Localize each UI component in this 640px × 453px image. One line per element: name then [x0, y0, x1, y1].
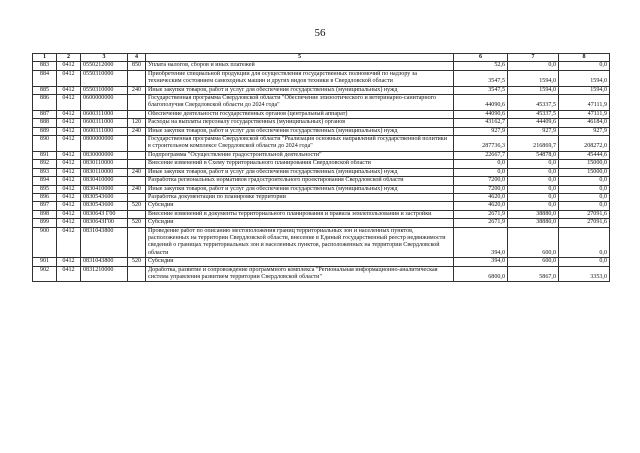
- amount-cell: 0,0: [508, 185, 559, 193]
- table-row: [33, 258, 610, 266]
- row-number-cell: 895: [33, 185, 57, 193]
- target-article-cell: 0800000000: [81, 136, 128, 152]
- table-row: [33, 219, 610, 227]
- amount-cell: 47111,9: [559, 95, 610, 111]
- amount-cell: 3353,0: [559, 266, 610, 282]
- target-article-cell: 0600311000: [81, 119, 128, 127]
- column-header: 4: [128, 54, 146, 62]
- amount-cell: 1594,0: [508, 86, 559, 94]
- section-code-cell: 0412: [57, 119, 81, 127]
- section-code-cell: 0412: [57, 160, 81, 168]
- table-row: [33, 127, 610, 135]
- budget-table: [32, 53, 610, 282]
- amount-cell: 600,0: [508, 258, 559, 266]
- section-code-cell: 0412: [57, 70, 81, 86]
- expense-type-cell: [128, 193, 146, 201]
- amount-cell: 927,9: [559, 127, 610, 135]
- description-cell: Доработка, развитие и сопровождение программного комплекса "Региональная информационно-аналитическая система управления развитием территории Свердловской области": [146, 266, 454, 282]
- section-code-cell: 0412: [57, 168, 81, 176]
- table-row: [33, 70, 610, 86]
- table-row: [33, 185, 610, 193]
- expense-type-cell: 240: [128, 86, 146, 94]
- description-cell: Иные закупки товаров, работ и услуг для обеспечения государственных (муниципальных) нужд: [146, 185, 454, 193]
- row-number-cell: 888: [33, 119, 57, 127]
- section-code-cell: 0412: [57, 136, 81, 152]
- expense-type-cell: 240: [128, 127, 146, 135]
- amount-cell: 47111,9: [559, 110, 610, 118]
- amount-cell: 52,6: [454, 62, 508, 70]
- section-code-cell: 0412: [57, 193, 81, 201]
- row-number-cell: 898: [33, 210, 57, 218]
- amount-cell: 6800,0: [454, 266, 508, 282]
- row-number-cell: 886: [33, 95, 57, 111]
- target-article-cell: 0830410000: [81, 185, 128, 193]
- amount-cell: 1594,0: [559, 86, 610, 94]
- target-article-cell: 083064З Г00: [81, 210, 128, 218]
- target-article-cell: 0550310000: [81, 70, 128, 86]
- expense-type-cell: [128, 227, 146, 258]
- amount-cell: 44090,6: [454, 110, 508, 118]
- amount-cell: 2671,9: [454, 210, 508, 218]
- amount-cell: 27091,6: [559, 219, 610, 227]
- amount-cell: 3547,5: [454, 86, 508, 94]
- table-row: [33, 95, 610, 111]
- expense-type-cell: [128, 160, 146, 168]
- table-row: [33, 193, 610, 201]
- target-article-cell: 0550310000: [81, 86, 128, 94]
- row-number-cell: 900: [33, 227, 57, 258]
- column-header: 6: [454, 54, 508, 62]
- amount-cell: 0,0: [508, 177, 559, 185]
- amount-cell: 46184,0: [559, 119, 610, 127]
- description-cell: Разработка документации по планировке территории: [146, 193, 454, 201]
- section-code-cell: 0412: [57, 86, 81, 94]
- description-cell: Иные закупки товаров, работ и услуг для обеспечения государственных (муниципальных) нужд: [146, 168, 454, 176]
- amount-cell: 45337,5: [508, 95, 559, 111]
- description-cell: Субсидии: [146, 219, 454, 227]
- amount-cell: 38880,0: [508, 210, 559, 218]
- amount-cell: 0,0: [559, 62, 610, 70]
- amount-cell: 208272,0: [559, 136, 610, 152]
- expense-type-cell: 120: [128, 119, 146, 127]
- expense-type-cell: [128, 95, 146, 111]
- amount-cell: 4620,0: [454, 193, 508, 201]
- expense-type-cell: 520: [128, 258, 146, 266]
- amount-cell: 0,0: [559, 177, 610, 185]
- amount-cell: 38880,0: [508, 219, 559, 227]
- section-code-cell: 0412: [57, 266, 81, 282]
- expense-type-cell: [128, 136, 146, 152]
- amount-cell: 0,0: [508, 193, 559, 201]
- amount-cell: 45337,5: [508, 110, 559, 118]
- table-row: [33, 177, 610, 185]
- description-cell: Внесение изменений в документы территориального планирования и правила землепользования и застройки: [146, 210, 454, 218]
- row-number-cell: 902: [33, 266, 57, 282]
- table-row: [33, 210, 610, 218]
- description-cell: Подпрограмма "Осуществление градостроительной деятельности": [146, 151, 454, 159]
- table-row: [33, 202, 610, 210]
- target-article-cell: 0830543600: [81, 202, 128, 210]
- target-article-cell: 0600311000: [81, 127, 128, 135]
- expense-type-cell: 850: [128, 62, 146, 70]
- description-cell: Субсидии: [146, 202, 454, 210]
- table-row: [33, 266, 610, 282]
- target-article-cell: 0830110000: [81, 168, 128, 176]
- section-code-cell: 0412: [57, 258, 81, 266]
- section-code-cell: 0412: [57, 177, 81, 185]
- target-article-cell: 0831210000: [81, 266, 128, 282]
- amount-cell: 0,0: [559, 202, 610, 210]
- amount-cell: 394,0: [454, 227, 508, 258]
- expense-type-cell: [128, 177, 146, 185]
- column-header: 2: [57, 54, 81, 62]
- amount-cell: 0,0: [559, 185, 610, 193]
- section-code-cell: 0412: [57, 185, 81, 193]
- amount-cell: 45444,6: [559, 151, 610, 159]
- amount-cell: 15000,0: [559, 168, 610, 176]
- row-number-cell: 889: [33, 127, 57, 135]
- amount-cell: 15000,0: [559, 160, 610, 168]
- target-article-cell: 083064ЗГ00: [81, 219, 128, 227]
- amount-cell: 7200,0: [454, 177, 508, 185]
- amount-cell: 2671,9: [454, 219, 508, 227]
- amount-cell: 0,0: [454, 168, 508, 176]
- amount-cell: 4620,0: [454, 202, 508, 210]
- row-number-cell: 897: [33, 202, 57, 210]
- description-cell: Внесение изменений в Схему территориального планирования Свердловской области: [146, 160, 454, 168]
- target-article-cell: 0831043800: [81, 258, 128, 266]
- target-article-cell: 0600000000: [81, 95, 128, 111]
- amount-cell: 0,0: [559, 258, 610, 266]
- amount-cell: 44090,6: [454, 95, 508, 111]
- row-number-cell: 884: [33, 70, 57, 86]
- amount-cell: 0,0: [559, 193, 610, 201]
- description-cell: Государственная программа Свердловской области "Обеспечение эпизоотического и ветеринарно-санитарного благополучия Свердловской области до 2024 года": [146, 95, 454, 111]
- expense-type-cell: [128, 210, 146, 218]
- amount-cell: 0,0: [508, 168, 559, 176]
- page-number: 56: [314, 27, 326, 39]
- expense-type-cell: 240: [128, 168, 146, 176]
- amount-cell: 600,0: [508, 227, 559, 258]
- amount-cell: 1594,0: [508, 70, 559, 86]
- row-number-cell: 885: [33, 86, 57, 94]
- amount-cell: 44409,6: [508, 119, 559, 127]
- amount-cell: 0,0: [508, 202, 559, 210]
- description-cell: Иные закупки товаров, работ и услуг для обеспечения государственных (муниципальных) нужд: [146, 86, 454, 94]
- section-code-cell: 0412: [57, 62, 81, 70]
- amount-cell: 0,0: [559, 227, 610, 258]
- section-code-cell: 0412: [57, 151, 81, 159]
- column-header: 7: [508, 54, 559, 62]
- amount-cell: 7200,0: [454, 185, 508, 193]
- target-article-cell: 0830110000: [81, 160, 128, 168]
- column-header: 1: [33, 54, 57, 62]
- header-row: [33, 54, 610, 62]
- description-cell: Приобретение специальной продукции для осуществления государственных полномочий по надзору за техническим состоянием самоходных машин и других видов техники в Свердловской области: [146, 70, 454, 86]
- row-number-cell: 896: [33, 193, 57, 201]
- amount-cell: 22667,7: [454, 151, 508, 159]
- section-code-cell: 0412: [57, 202, 81, 210]
- table-row: [33, 136, 610, 152]
- description-cell: Уплата налогов, сборов и иных платежей: [146, 62, 454, 70]
- row-number-cell: 890: [33, 136, 57, 152]
- target-article-cell: 0831043800: [81, 227, 128, 258]
- table-row: [33, 168, 610, 176]
- amount-cell: 0,0: [454, 160, 508, 168]
- description-cell: Иные закупки товаров, работ и услуг для обеспечения государственных (муниципальных) нужд: [146, 127, 454, 135]
- section-code-cell: 0412: [57, 227, 81, 258]
- description-cell: Государственная программа Свердловской области "Реализация основных направлений государственной политики в строительном комплексе Свердловской области до 2024 года": [146, 136, 454, 152]
- description-cell: Проведение работ по описанию местоположения границ территориальных зон и населенных пунктов, расположенных на территории Свердловской области, внесение в Единый государственный реестр недвижимости сведений о границах территориальных зон и населенных пунктов, расположенных на территории Свердловской области: [146, 227, 454, 258]
- table-row: [33, 86, 610, 94]
- column-header: 3: [81, 54, 128, 62]
- expense-type-cell: [128, 70, 146, 86]
- description-cell: Разработка региональных нормативов градостроительного проектирования Свердловской области: [146, 177, 454, 185]
- target-article-cell: 0830410000: [81, 177, 128, 185]
- description-cell: Обеспечение деятельности государственных органов (центральный аппарат): [146, 110, 454, 118]
- amount-cell: 54878,0: [508, 151, 559, 159]
- row-number-cell: 899: [33, 219, 57, 227]
- target-article-cell: 0830000000: [81, 151, 128, 159]
- section-code-cell: 0412: [57, 219, 81, 227]
- section-code-cell: 0412: [57, 210, 81, 218]
- expense-type-cell: 520: [128, 219, 146, 227]
- target-article-cell: 0550212000: [81, 62, 128, 70]
- row-number-cell: 883: [33, 62, 57, 70]
- amount-cell: 216869,7: [508, 136, 559, 152]
- amount-cell: 27091,6: [559, 210, 610, 218]
- table-row: [33, 62, 610, 70]
- section-code-cell: 0412: [57, 127, 81, 135]
- amount-cell: 0,0: [508, 62, 559, 70]
- table-body: [33, 62, 610, 282]
- row-number-cell: 893: [33, 168, 57, 176]
- expense-type-cell: 520: [128, 202, 146, 210]
- description-cell: Субсидии: [146, 258, 454, 266]
- target-article-cell: 0600311000: [81, 110, 128, 118]
- amount-cell: 927,9: [508, 127, 559, 135]
- expense-type-cell: [128, 110, 146, 118]
- amount-cell: 927,9: [454, 127, 508, 135]
- row-number-cell: 887: [33, 110, 57, 118]
- description-cell: Расходы на выплаты персоналу государственных (муниципальных) органов: [146, 119, 454, 127]
- amount-cell: 394,0: [454, 258, 508, 266]
- table-row: [33, 110, 610, 118]
- amount-cell: 3547,5: [454, 70, 508, 86]
- expense-type-cell: [128, 266, 146, 282]
- expense-type-cell: 240: [128, 185, 146, 193]
- amount-cell: 5867,0: [508, 266, 559, 282]
- table-row: [33, 151, 610, 159]
- row-number-cell: 901: [33, 258, 57, 266]
- row-number-cell: 891: [33, 151, 57, 159]
- expense-type-cell: [128, 151, 146, 159]
- amount-cell: 287736,3: [454, 136, 508, 152]
- target-article-cell: 0830543600: [81, 193, 128, 201]
- table-row: [33, 119, 610, 127]
- row-number-cell: 894: [33, 177, 57, 185]
- table-row: [33, 227, 610, 258]
- section-code-cell: 0412: [57, 95, 81, 111]
- amount-cell: 43162,7: [454, 119, 508, 127]
- row-number-cell: 892: [33, 160, 57, 168]
- table-row: [33, 160, 610, 168]
- amount-cell: 0,0: [508, 160, 559, 168]
- column-header: 5: [146, 54, 454, 62]
- amount-cell: 1594,0: [559, 70, 610, 86]
- section-code-cell: 0412: [57, 110, 81, 118]
- column-header: 8: [559, 54, 610, 62]
